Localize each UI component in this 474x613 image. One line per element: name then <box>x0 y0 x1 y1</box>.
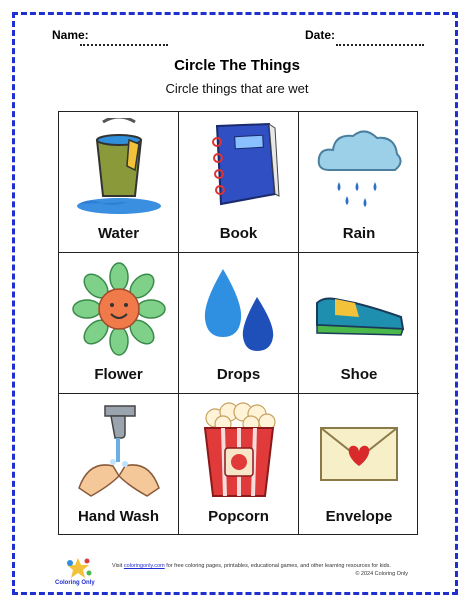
item-label: Popcorn <box>208 508 269 525</box>
page-title: Circle The Things <box>174 57 300 74</box>
grid-cell-drops[interactable] <box>179 253 299 394</box>
logo-text: Coloring Only <box>55 580 95 586</box>
grid-cell-rain[interactable] <box>299 112 419 253</box>
date-label: Date: <box>305 28 336 42</box>
copyright-text: © 2024 Coloring Only <box>355 571 408 577</box>
date-line[interactable] <box>336 44 424 46</box>
footer-link[interactable]: coloringonly.com <box>123 563 165 569</box>
name-label: Name: <box>52 28 89 42</box>
rain-cloud-icon <box>309 118 409 218</box>
footer-note <box>112 563 391 569</box>
grid-cell-water[interactable] <box>59 112 179 253</box>
item-label: Rain <box>342 225 376 242</box>
grid-cell-book[interactable] <box>179 112 299 253</box>
water-bucket-icon <box>69 118 169 218</box>
flower-icon <box>69 259 169 359</box>
coloring-only-logo <box>62 557 94 579</box>
grid-cell-flower[interactable] <box>59 253 179 394</box>
footer-visit-prefix: Visit <box>112 563 124 569</box>
item-label: Flower <box>94 366 143 383</box>
envelope-icon <box>309 400 409 500</box>
item-label: Envelope <box>325 508 393 525</box>
footer-visit-suffix: for free coloring pages, printables, educational games, and other learning resources for kids. <box>164 563 391 569</box>
water-drops-icon <box>189 259 289 359</box>
book-icon <box>189 118 289 218</box>
item-label: Drops <box>216 366 261 383</box>
popcorn-icon <box>189 400 289 500</box>
grid-cell-popcorn[interactable] <box>179 394 299 535</box>
grid-cell-envelope[interactable] <box>299 394 419 535</box>
item-label: Book <box>219 225 258 242</box>
item-label: Water <box>97 225 140 242</box>
grid-cell-hand-wash[interactable] <box>59 394 179 535</box>
page-subtitle: Circle things that are wet <box>165 81 309 96</box>
grid-cell-shoe[interactable] <box>299 253 419 394</box>
picture-grid <box>58 111 418 535</box>
shoe-icon <box>309 259 409 359</box>
item-label: Hand Wash <box>77 508 160 525</box>
item-label: Shoe <box>340 366 378 383</box>
name-line[interactable] <box>80 44 168 46</box>
hand-wash-icon <box>69 400 169 500</box>
